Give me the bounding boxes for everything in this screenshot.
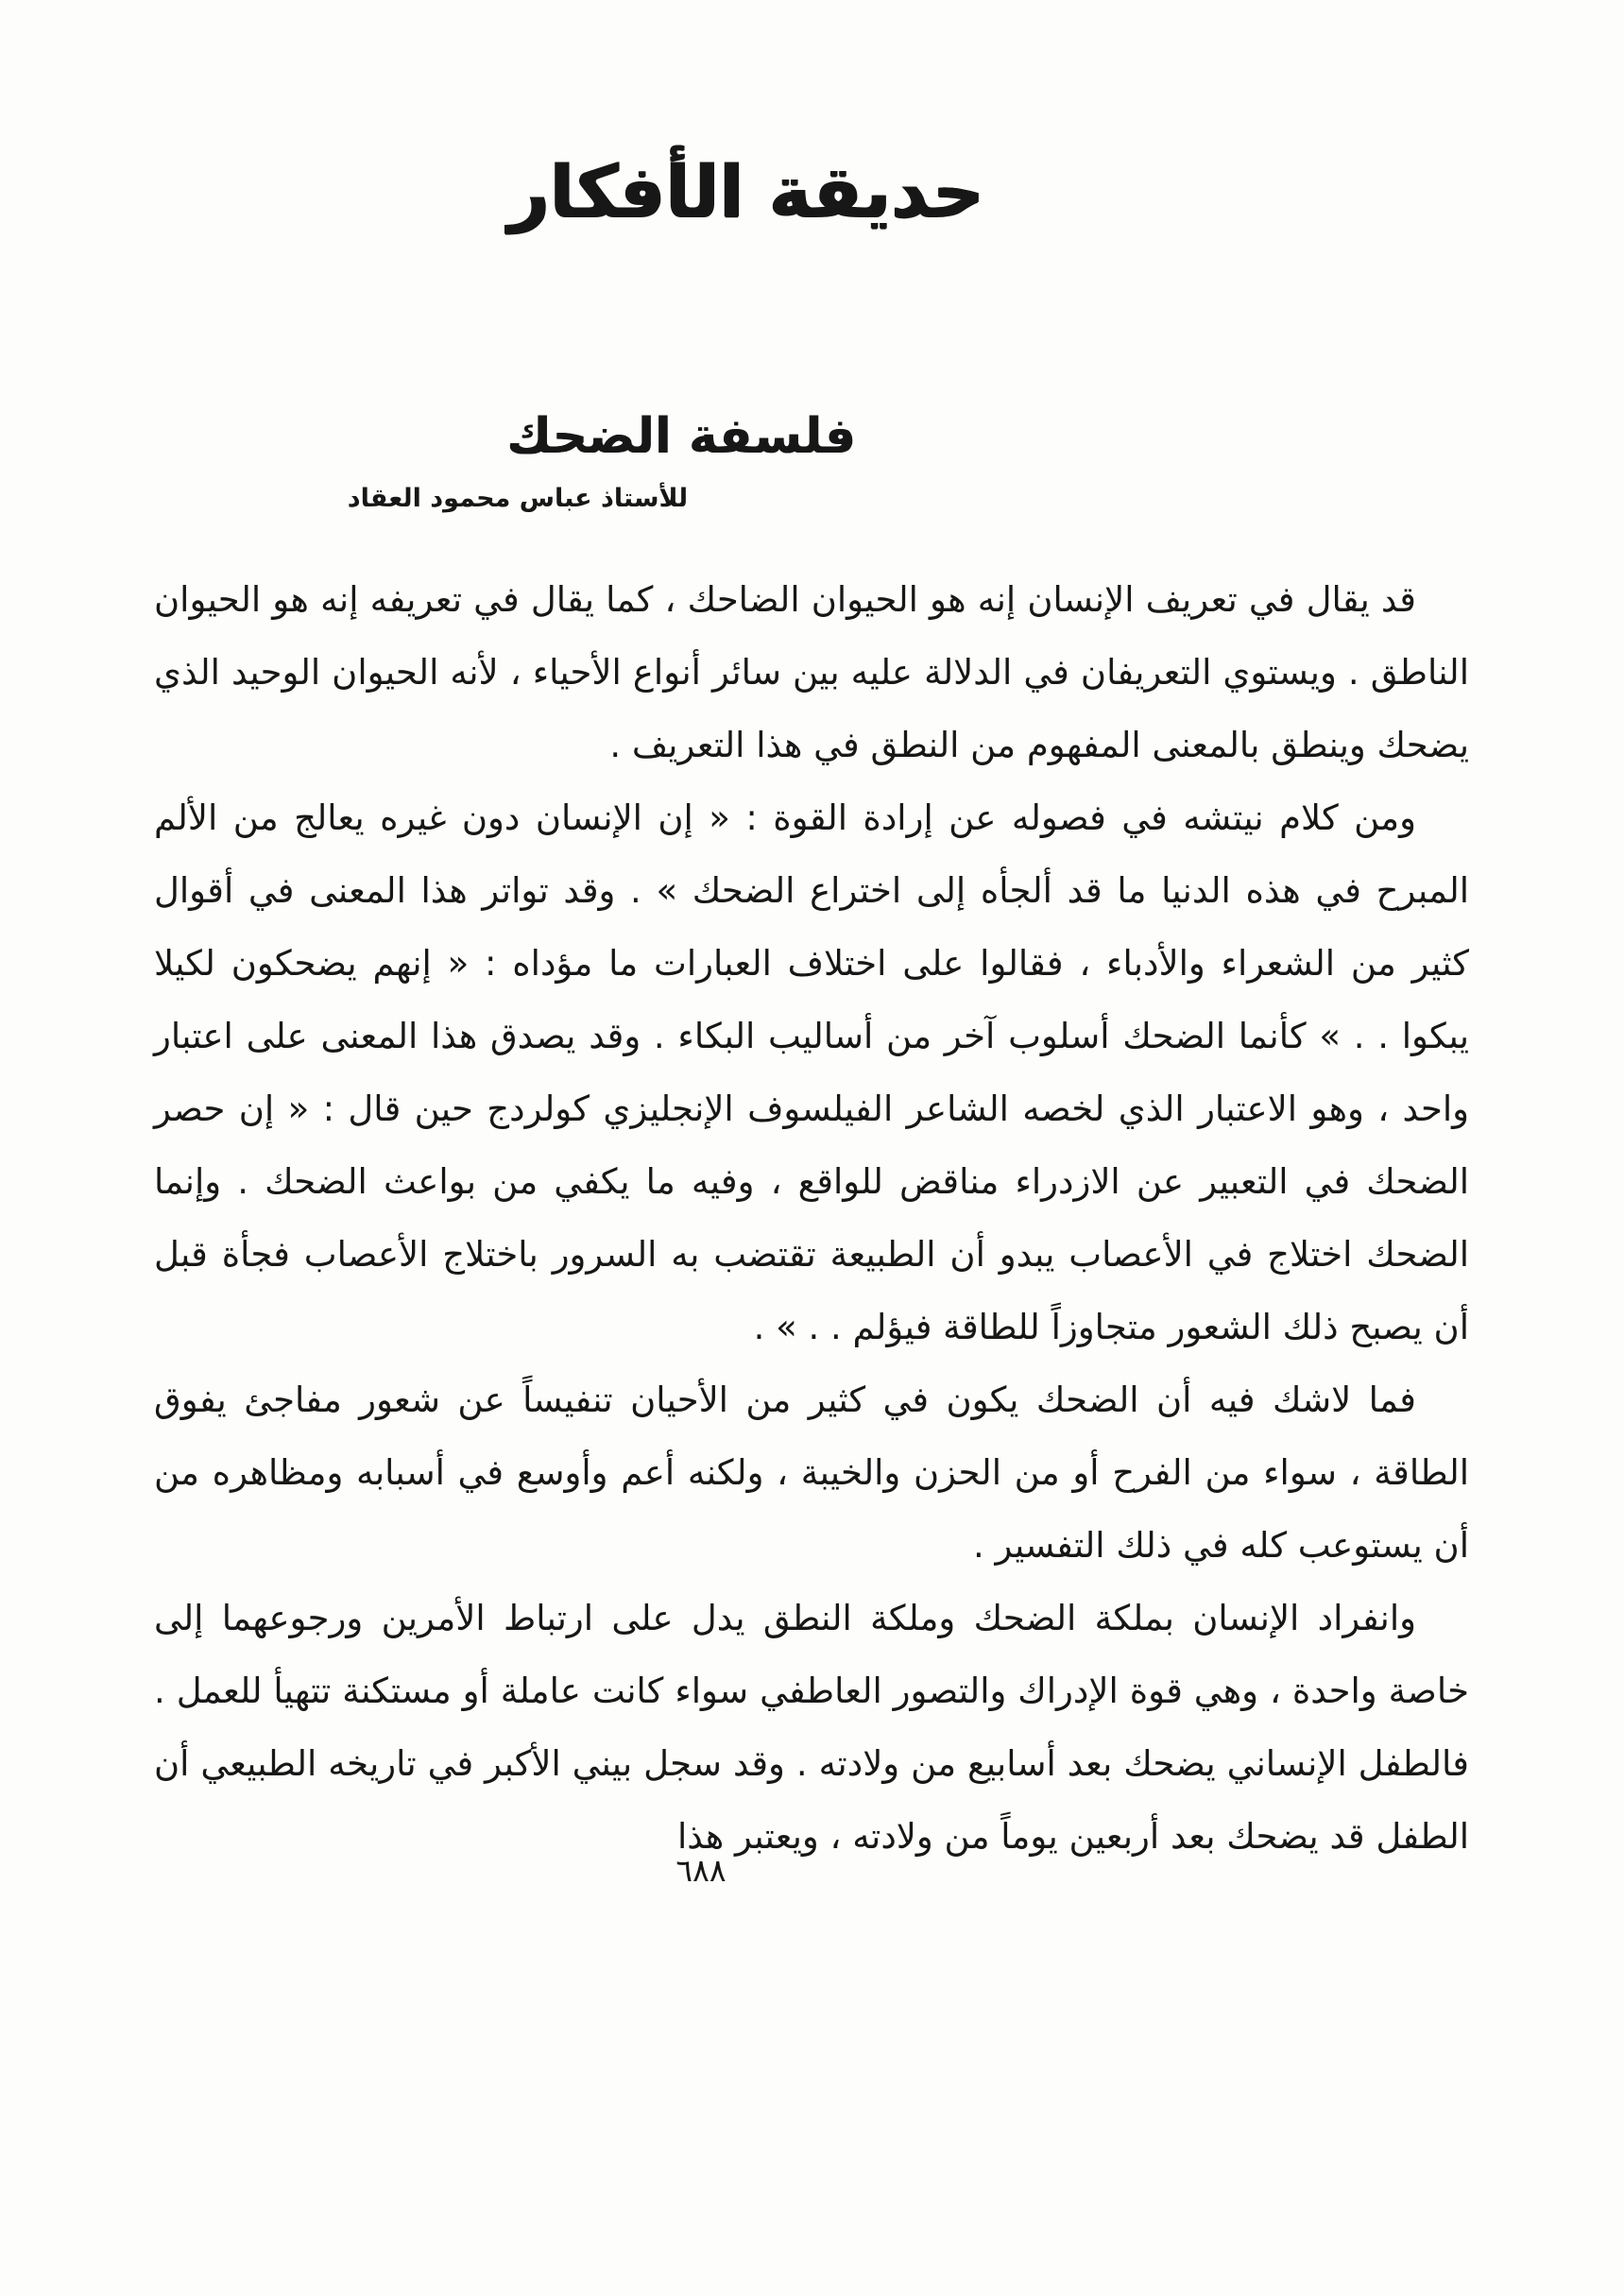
page-number: ٦٨٨ <box>675 1852 727 1889</box>
article-byline: للأستاذ عباس محمود العقاد <box>347 484 689 513</box>
article-body <box>154 563 1469 1873</box>
paragraph-1: قد يقال في تعريف الإنسان إنه هو الحيوان الضاحك ، كما يقال في تعريفه إنه هو الحيوان الناطق . ويستوي التعريفان في الدلالة عليه بين سائر أنواع الأحياء ، لأنه الحيوان الوحيد الذي يضحك وينطق بالمعنى المفهوم من النطق في هذا التعريف . <box>154 579 1469 765</box>
book-title-calligraphy: حديقة الأفكار <box>508 149 984 233</box>
article-title: فلسفة الضحك <box>506 408 856 465</box>
paragraph-4: وانفراد الإنسان بملكة الضحك وملكة النطق يدل على ارتباط الأمرين ورجوعهما إلى خاصة واحدة ، وهي قوة الإدراك والتصور العاطفي سواء كانت عاملة أو مستكنة تتهيأ للعمل . فالطفل الإنساني يضحك بعد أسابيع من ولادته . وقد سجل بيني الأكبر في تاريخه الطبيعي أن الطفل قد يضحك بعد أربعين يوماً من ولادته ، ويعتبر هذا <box>154 1598 1469 1857</box>
paragraph-2: ومن كلام نيتشه في فصوله عن إرادة القوة : « إن الإنسان دون غيره يعالج من الألم المبرح في هذه الدنيا ما قد ألجأه إلى اختراع الضحك » . وقد تواتر هذا المعنى في أقوال كثير من الشعراء والأدباء ، فقالوا على اختلاف العبارات ما مؤداه : « إنهم يضحكون لكيلا يبكوا . . » كأنما الضحك أسلوب آخر من أساليب البكاء . وقد يصدق هذا المعنى على اعتبار واحد ، وهو الاعتبار الذي لخصه الشاعر الفيلسوف الإنجليزي كولردج حين قال : « إن حصر الضحك في التعبير عن الازدراء مناقض للواقع ، وفيه ما يكفي من بواعث الضحك . وإنما الضحك اختلاج في الأعصاب يبدو أن الطبيعة تقتضب به السرور باختلاج الأعصاب فجأة قبل أن يصبح ذلك الشعور متجاوزاً للطاقة فيؤلم . . » . <box>154 797 1469 1347</box>
paragraph-3: فما لاشك فيه أن الضحك يكون في كثير من الأحيان تنفيساً عن شعور مفاجئ يفوق الطاقة ، سواء من الفرح أو من الحزن والخيبة ، ولكنه أعم وأوسع في أسبابه ومظاهره من أن يستوعب كله في ذلك التفسير . <box>154 1379 1469 1566</box>
